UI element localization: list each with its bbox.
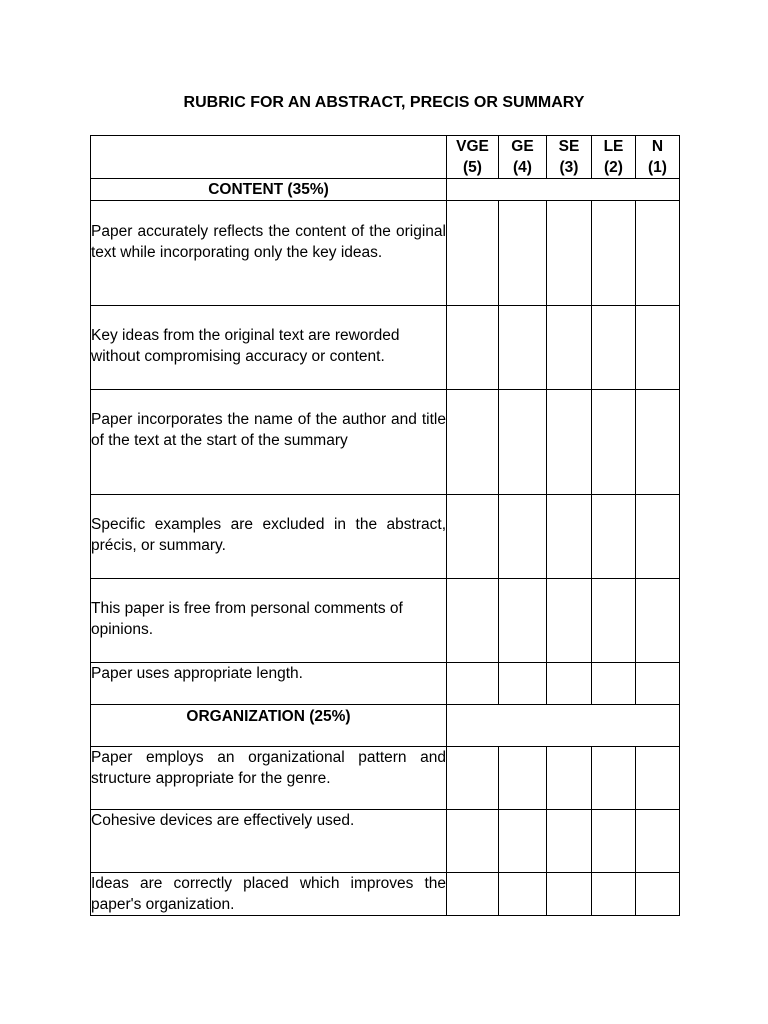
rating-cell[interactable] [636, 390, 680, 495]
rating-abbr: N [651, 138, 664, 155]
rating-cell[interactable] [636, 495, 680, 579]
rating-cell[interactable] [499, 579, 547, 663]
rating-abbr: VGE [456, 138, 489, 155]
rating-cell[interactable] [447, 810, 499, 873]
rating-score: (5) [463, 159, 482, 176]
criterion-row [91, 579, 680, 663]
criterion-row [91, 747, 680, 810]
rating-header-le [592, 136, 636, 179]
criterion-row [91, 306, 680, 390]
section-row-content [91, 179, 680, 201]
criterion-text: Paper uses appropriate length. [91, 663, 447, 705]
rating-cell[interactable] [547, 810, 592, 873]
rating-cell[interactable] [636, 873, 680, 916]
rating-cell[interactable] [592, 201, 636, 306]
criteria-header-cell [91, 136, 447, 179]
rating-cell[interactable] [447, 495, 499, 579]
section-row-organization [91, 705, 680, 747]
criterion-row [91, 390, 680, 495]
rating-header-se [547, 136, 592, 179]
rubric-table [90, 135, 680, 916]
rating-cell[interactable] [499, 810, 547, 873]
rating-abbr: LE [603, 138, 624, 155]
criterion-row [91, 663, 680, 705]
rating-cell[interactable] [447, 201, 499, 306]
criterion-text: Key ideas from the original text are reworded without compromising accuracy or content. [91, 306, 447, 390]
rating-cell[interactable] [547, 873, 592, 916]
rating-cell[interactable] [499, 747, 547, 810]
rating-cell[interactable] [636, 810, 680, 873]
rating-cell[interactable] [499, 495, 547, 579]
section-title-content: CONTENT (35%) [91, 179, 447, 201]
rating-cell[interactable] [547, 579, 592, 663]
rating-score: (2) [604, 159, 623, 176]
rating-cell[interactable] [499, 306, 547, 390]
criterion-text: Ideas are correctly placed which improves the paper's organization. [91, 873, 447, 916]
criterion-row [91, 810, 680, 873]
rating-abbr: SE [558, 138, 580, 155]
rating-cell[interactable] [447, 579, 499, 663]
rating-abbr: GE [511, 138, 534, 155]
rating-cell[interactable] [499, 201, 547, 306]
rating-cell[interactable] [499, 663, 547, 705]
rating-cell[interactable] [592, 663, 636, 705]
rating-header-vge [447, 136, 499, 179]
header-row [91, 136, 680, 179]
criterion-row [91, 873, 680, 916]
rating-cell[interactable] [447, 390, 499, 495]
rating-cell[interactable] [547, 747, 592, 810]
rating-cell[interactable] [636, 306, 680, 390]
rating-cell[interactable] [499, 390, 547, 495]
rating-cell[interactable] [547, 306, 592, 390]
criterion-text: Specific examples are excluded in the abstract, précis, or summary. [91, 495, 447, 579]
rating-cell[interactable] [592, 747, 636, 810]
criterion-row [91, 201, 680, 306]
rating-cell[interactable] [592, 810, 636, 873]
section-title-organization: ORGANIZATION (25%) [91, 705, 447, 747]
rating-score: (4) [513, 159, 532, 176]
criterion-text: Paper incorporates the name of the author and title of the text at the start of the summary [91, 390, 447, 495]
rating-score: (3) [559, 159, 579, 176]
section-blank-cell [447, 179, 680, 201]
rating-header-ge [499, 136, 547, 179]
page-title: RUBRIC FOR AN ABSTRACT, PRECIS OR SUMMARY [183, 94, 585, 111]
section-blank-cell [447, 705, 680, 747]
rating-cell[interactable] [499, 873, 547, 916]
criterion-text: Paper accurately reflects the content of the original text while incorporating only the key ideas. [91, 201, 447, 306]
rating-cell[interactable] [447, 306, 499, 390]
rating-cell[interactable] [447, 747, 499, 810]
criterion-row [91, 495, 680, 579]
rating-cell[interactable] [636, 747, 680, 810]
rating-cell[interactable] [592, 390, 636, 495]
rating-header-n [636, 136, 680, 179]
criterion-text: Paper employs an organizational pattern and structure appropriate for the genre. [91, 747, 447, 810]
criterion-text: This paper is free from personal comments of opinions. [91, 579, 447, 663]
rating-cell[interactable] [447, 873, 499, 916]
rating-cell[interactable] [547, 495, 592, 579]
rating-score: (1) [648, 159, 667, 176]
rating-cell[interactable] [592, 495, 636, 579]
rating-cell[interactable] [592, 873, 636, 916]
rating-cell[interactable] [547, 663, 592, 705]
rating-cell[interactable] [547, 201, 592, 306]
rating-cell[interactable] [592, 579, 636, 663]
rating-cell[interactable] [547, 390, 592, 495]
rating-cell[interactable] [592, 306, 636, 390]
rating-cell[interactable] [636, 663, 680, 705]
rating-cell[interactable] [636, 579, 680, 663]
criterion-text: Cohesive devices are effectively used. [91, 810, 447, 873]
rating-cell[interactable] [636, 201, 680, 306]
rating-cell[interactable] [447, 663, 499, 705]
